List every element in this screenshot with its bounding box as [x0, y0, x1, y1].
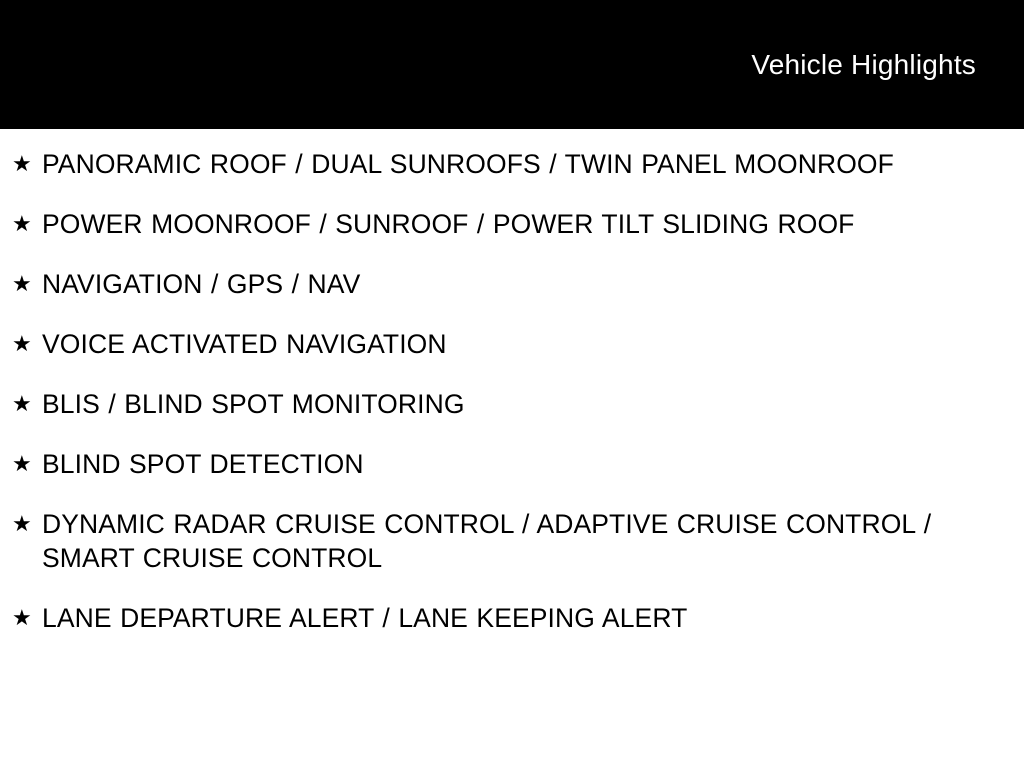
header-bar — [0, 0, 1024, 129]
list-item-label: DYNAMIC RADAR CRUISE CONTROL / ADAPTIVE CRUISE CONTROL / SMART CRUISE CONTROL — [42, 509, 932, 573]
list-item-label: BLIS / BLIND SPOT MONITORING — [42, 389, 465, 419]
vehicle-highlights-list — [0, 129, 1024, 635]
list-item — [0, 387, 1024, 421]
list-item — [0, 207, 1024, 241]
list-item-label: POWER MOONROOF / SUNROOF / POWER TILT SLIDING ROOF — [42, 209, 855, 239]
page-title: Vehicle Highlights — [751, 48, 976, 80]
list-item — [0, 327, 1024, 361]
star-bullet-icon: ★ — [12, 211, 32, 236]
star-bullet-icon: ★ — [12, 451, 32, 476]
star-bullet-icon: ★ — [12, 151, 32, 176]
list-item-label: PANORAMIC ROOF / DUAL SUNROOFS / TWIN PANEL MOONROOF — [42, 149, 894, 179]
star-bullet-icon: ★ — [12, 331, 32, 356]
star-bullet-icon: ★ — [12, 391, 32, 416]
star-bullet-icon: ★ — [12, 605, 32, 630]
list-item — [0, 507, 1024, 575]
list-item — [0, 147, 1024, 181]
list-item-label: BLIND SPOT DETECTION — [42, 449, 364, 479]
list-item — [0, 447, 1024, 481]
list-item — [0, 267, 1024, 301]
list-item-label: VOICE ACTIVATED NAVIGATION — [42, 329, 447, 359]
star-bullet-icon: ★ — [12, 511, 32, 536]
star-bullet-icon: ★ — [12, 271, 32, 296]
list-item-label: LANE DEPARTURE ALERT / LANE KEEPING ALERT — [42, 603, 688, 633]
list-item — [0, 601, 1024, 635]
list-item-label: NAVIGATION / GPS / NAV — [42, 269, 361, 299]
